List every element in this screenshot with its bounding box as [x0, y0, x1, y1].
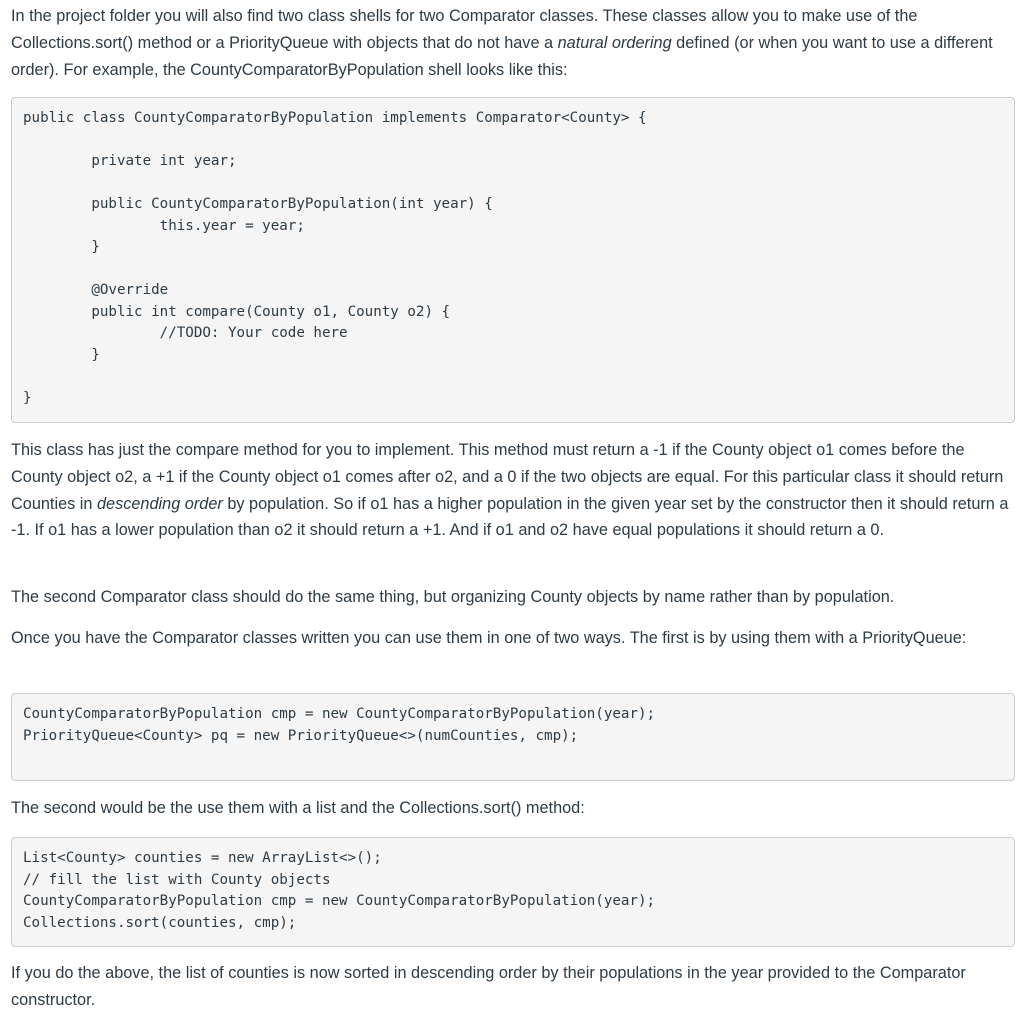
code-block-comparator-shell: public class CountyComparatorByPopulation implements Comparator<County> { private int year; public CountyComparatorByPopulation(int year) { this.year = year; } @Override public int compare(County o1, County o2) { //TODO: Your code here } }: [11, 97, 1015, 423]
closing-paragraph: If you do the above, the list of counties is now sorted in descending order by their populations in the year provided to the Comparator constructor.: [11, 964, 966, 1009]
compare-text-part1: This class has just the compare method for you to implement. This method must return a -1 if the County object o1 comes before the County object o2, a +1 if the County object o1 comes after o2, and a 0 if the two objects are equal. For this particular class it should return Counties in: [11, 441, 1004, 513]
second-usage-paragraph: The second would be the use them with a list and the Collections.sort() method:: [11, 799, 585, 817]
compare-method-paragraph: [11, 437, 1015, 544]
code-block-list-sort: List<County> counties = new ArrayList<>(); // fill the list with County objects CountyComparatorByPopulation cmp = new CountyComparatorByPopulation(year); Collections.sort(counties, cmp);: [11, 837, 1015, 947]
intro-paragraph: [11, 3, 1019, 83]
intro-text-part2: defined (or when you want to use a different order). For example, the CountyComparatorByPopulation shell looks like this:: [11, 33, 993, 79]
compare-text-part2: by population. So if o1 has a higher population in the given year set by the constructor then it should return a -1. If o1 has a lower population than o2 it should return a +1. And if o1 and o2 have equal populations it should return a 0.: [11, 494, 1009, 540]
usage-paragraph: Once you have the Comparator classes written you can use them in one of two ways. The first is by using them with a PriorityQueue:: [11, 629, 967, 647]
compare-emphasis: descending order: [96, 494, 223, 513]
intro-text-part1: In the project folder you will also find two class shells for two Comparator classes. These classes allow you to make use of the Collections.sort() method or a PriorityQueue with objects that do not have a: [11, 7, 918, 52]
code-block-priority-queue: CountyComparatorByPopulation cmp = new CountyComparatorByPopulation(year); PriorityQueue<County> pq = new PriorityQueue<>(numCounties, cmp);: [11, 693, 1015, 781]
intro-emphasis: natural ordering: [557, 33, 672, 52]
second-comparator-paragraph: The second Comparator class should do the same thing, but organizing County objects by name rather than by population.: [11, 588, 895, 606]
